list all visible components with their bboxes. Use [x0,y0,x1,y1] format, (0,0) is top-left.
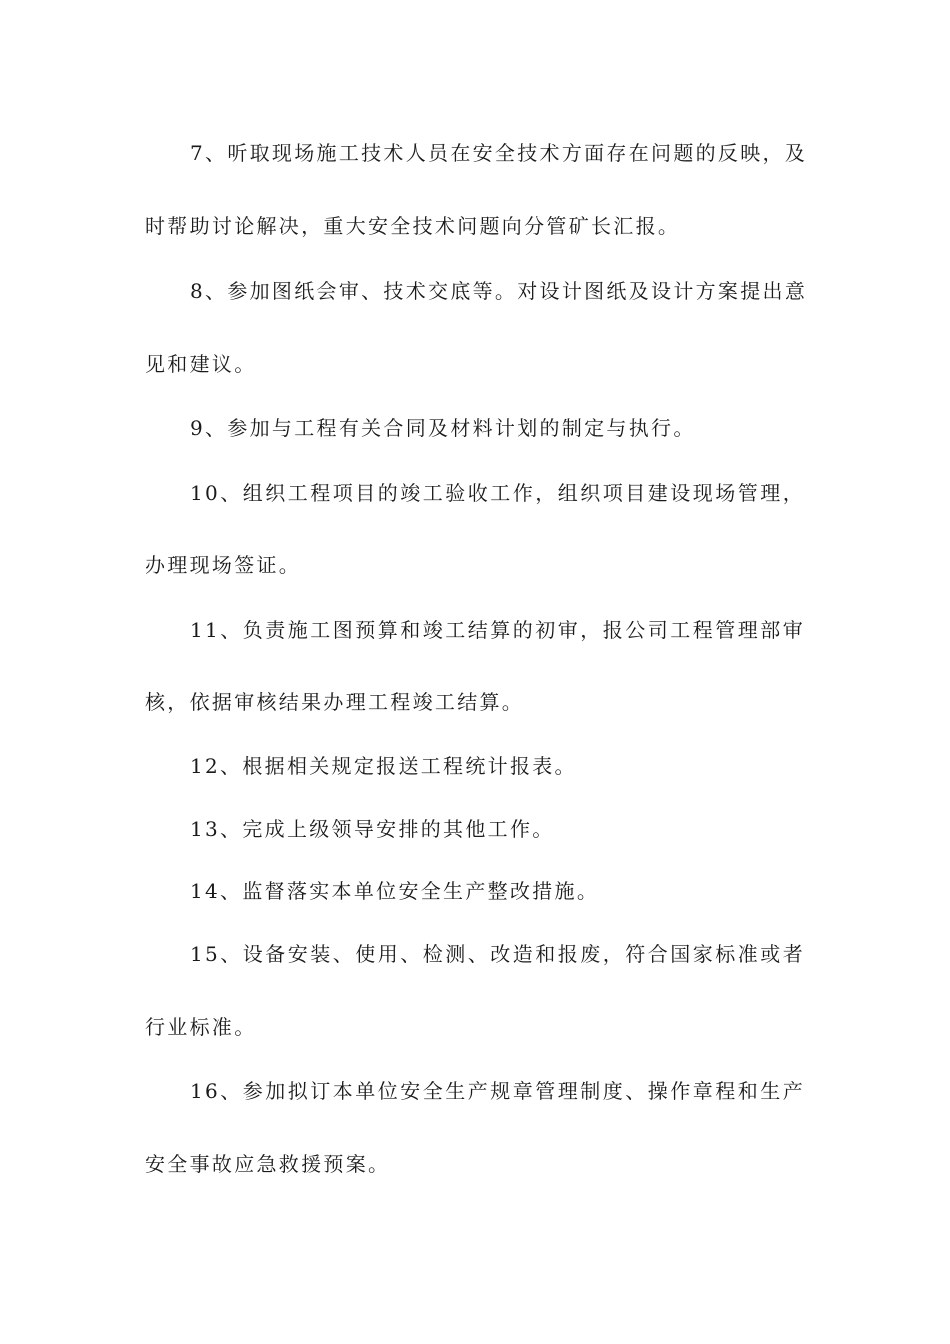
paragraph-8-line-1: 8、参加图纸会审、技术交底等。对设计图纸及设计方案提出意 [190,279,808,303]
paragraph-11-line-2: 核，依据审核结果办理工程竣工结算。 [145,690,525,714]
paragraph-9-line-1: 9、参加与工程有关合同及材料计划的制定与执行。 [190,416,696,440]
paragraph-12-line-1: 12、根据相关规定报送工程统计报表。 [190,754,577,778]
paragraph-15-line-1: 15、设备安装、使用、检测、改造和报废，符合国家标准或者 [190,942,805,966]
paragraph-16-line-2: 安全事故应急救援预案。 [145,1152,391,1176]
paragraph-10-line-2: 办理现场签证。 [145,553,302,577]
paragraph-7-line-1: 7、听取现场施工技术人员在安全技术方面存在问题的反映，及 [190,141,808,165]
paragraph-13-line-1: 13、完成上级领导安排的其他工作。 [190,817,555,841]
paragraph-14-line-1: 14、监督落实本单位安全生产整改措施。 [190,879,600,903]
paragraph-16-line-1: 16、参加拟订本单位安全生产规章管理制度、操作章程和生产 [190,1079,805,1103]
paragraph-7-line-2: 时帮助讨论解决，重大安全技术问题向分管矿长汇报。 [145,214,681,238]
paragraph-8-line-2: 见和建议。 [145,352,257,376]
paragraph-10-line-1: 10、组织工程项目的竣工验收工作，组织项目建设现场管理， [190,481,805,505]
paragraph-15-line-2: 行业标准。 [145,1015,257,1039]
paragraph-11-line-1: 11、负责施工图预算和竣工结算的初审，报公司工程管理部审 [190,618,805,642]
